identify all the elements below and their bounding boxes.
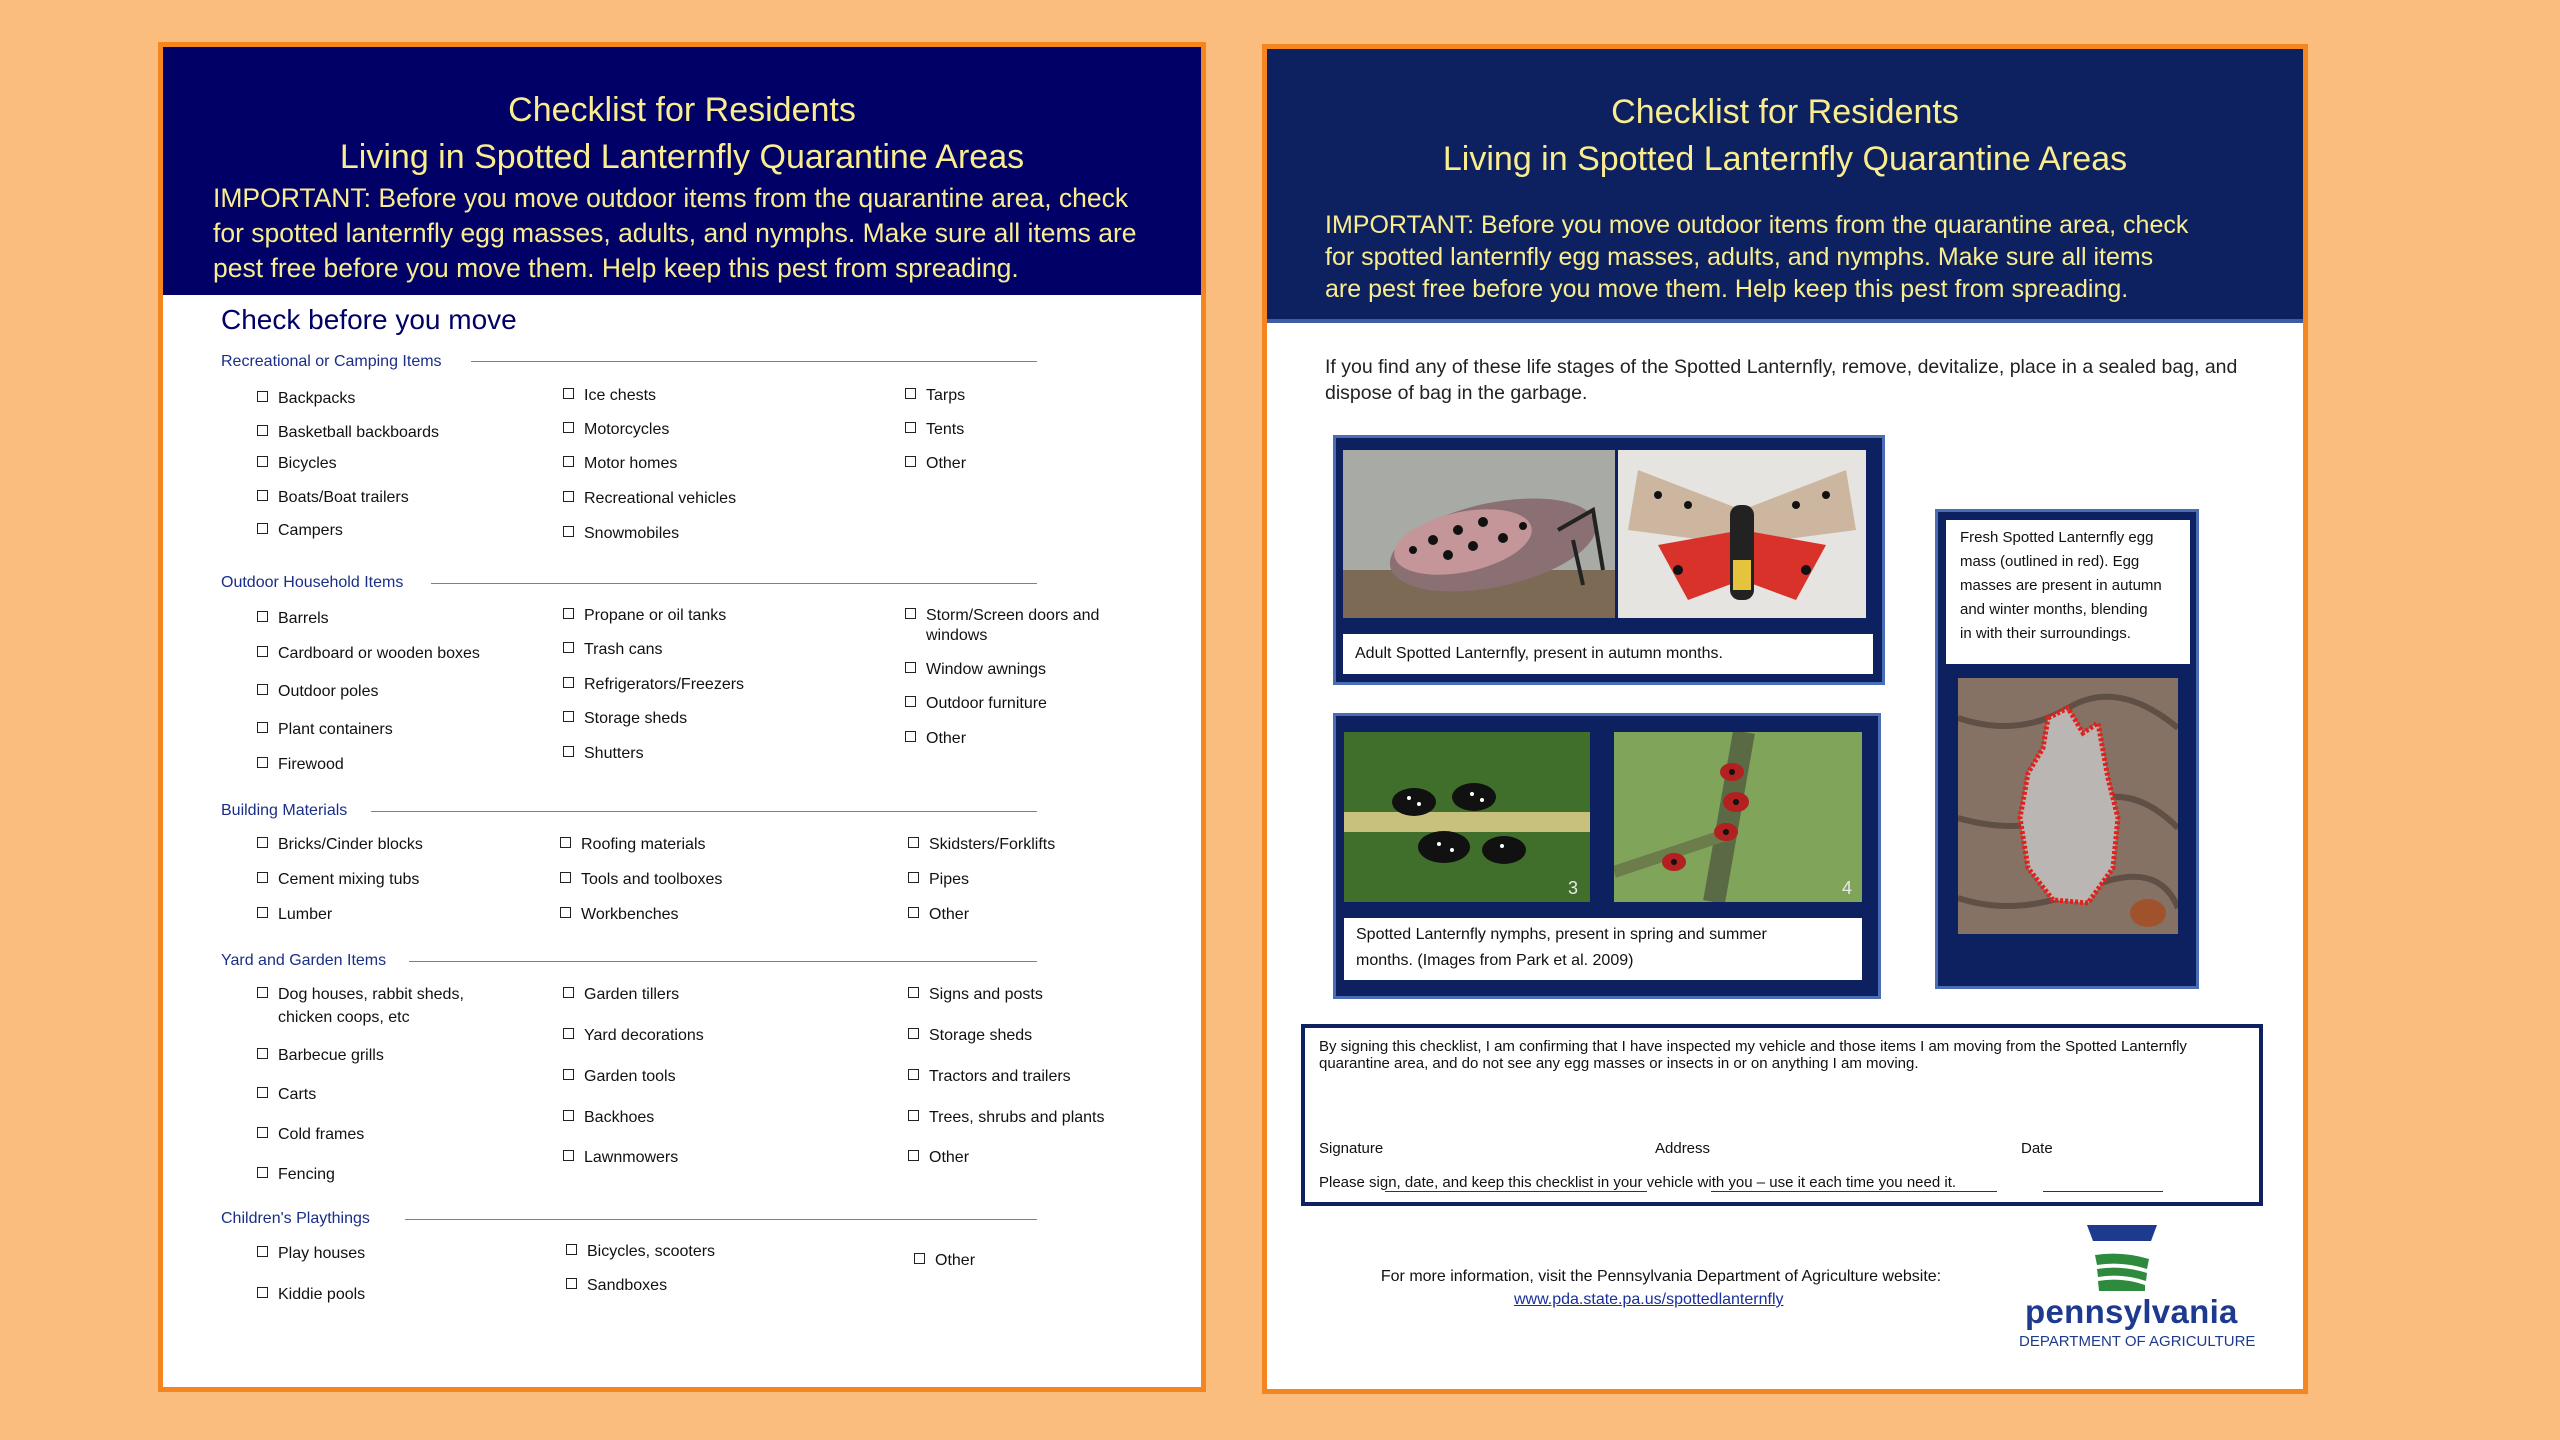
checkbox-icon[interactable] bbox=[563, 1110, 574, 1121]
checkbox-icon[interactable] bbox=[563, 1069, 574, 1080]
checkbox-icon[interactable] bbox=[908, 907, 919, 918]
left-title-line1: Checklist for Residents bbox=[508, 91, 856, 129]
section-divider bbox=[371, 811, 1037, 812]
checkbox-icon[interactable] bbox=[257, 1246, 268, 1257]
section-divider bbox=[471, 361, 1037, 362]
checkbox-icon[interactable] bbox=[563, 491, 574, 502]
signature-statement-line2: quarantine area, and do not see any egg masses or insects in or on anything I am moving. bbox=[1319, 1055, 1919, 1072]
right-important-line1: IMPORTANT: Before you move outdoor items from the quarantine area, check bbox=[1325, 211, 2189, 239]
left-important-line3: pest free before you move them. Help keep this pest from spreading. bbox=[213, 253, 1019, 283]
checkbox-icon[interactable] bbox=[257, 837, 268, 848]
checkbox-icon[interactable] bbox=[905, 731, 916, 742]
checkbox-icon[interactable] bbox=[563, 422, 574, 433]
right-title-line1: Checklist for Residents bbox=[1611, 93, 1959, 131]
right-important-line3: are pest free before you move them. Help keep this pest from spreading. bbox=[1325, 275, 2129, 303]
checkbox-icon[interactable] bbox=[560, 907, 571, 918]
checkbox-icon[interactable] bbox=[908, 987, 919, 998]
signature-label: Signature bbox=[1319, 1140, 1384, 1157]
date-field[interactable] bbox=[2043, 1191, 2163, 1192]
pennsylvania-keystone-logo-icon bbox=[2087, 1225, 2157, 1295]
checkbox-icon[interactable] bbox=[257, 684, 268, 695]
nymph-caption-line2: months. (Images from Park et al. 2009) bbox=[1356, 952, 1634, 969]
checkbox-icon[interactable] bbox=[257, 611, 268, 622]
checkbox-icon[interactable] bbox=[908, 1110, 919, 1121]
section-yard-garden: Yard and Garden Items bbox=[221, 952, 387, 969]
checkbox-icon[interactable] bbox=[905, 662, 916, 673]
checkbox-icon[interactable] bbox=[563, 746, 574, 757]
checkbox-icon[interactable] bbox=[908, 1069, 919, 1080]
check-before-you-move-heading: Check before you move bbox=[221, 304, 517, 335]
checkbox-icon[interactable] bbox=[257, 646, 268, 657]
adult-photo-panel bbox=[1333, 435, 1885, 685]
section-recreational: Recreational or Camping Items bbox=[221, 353, 442, 370]
checkbox-icon[interactable] bbox=[257, 523, 268, 534]
egg-caption-line: and winter months, blending bbox=[1960, 601, 2148, 618]
checkbox-icon[interactable] bbox=[257, 907, 268, 918]
checkbox-icon[interactable] bbox=[257, 987, 268, 998]
section-outdoor-household: Outdoor Household Items bbox=[221, 574, 404, 591]
nymphs-photo-2 bbox=[1614, 732, 1862, 902]
checkbox-icon[interactable] bbox=[257, 757, 268, 768]
nymph-photo-number-4: 4 bbox=[1842, 878, 1853, 898]
egg-caption-line: Fresh Spotted Lanternfly egg bbox=[1960, 529, 2154, 546]
checkbox-icon[interactable] bbox=[257, 425, 268, 436]
checkbox-icon[interactable] bbox=[257, 456, 268, 467]
egg-caption-line: in with their surroundings. bbox=[1960, 625, 2131, 642]
checkbox-icon[interactable] bbox=[563, 388, 574, 399]
checkbox-icon[interactable] bbox=[905, 388, 916, 399]
address-field[interactable] bbox=[1711, 1191, 1997, 1192]
checkbox-icon[interactable] bbox=[563, 711, 574, 722]
signature-field[interactable] bbox=[1385, 1191, 1647, 1192]
checkbox-icon[interactable] bbox=[908, 872, 919, 883]
checkbox-icon[interactable] bbox=[563, 1028, 574, 1039]
checkbox-icon[interactable] bbox=[905, 422, 916, 433]
checkbox-icon[interactable] bbox=[563, 456, 574, 467]
checkbox-icon[interactable] bbox=[257, 1048, 268, 1059]
checkbox-icon[interactable] bbox=[257, 872, 268, 883]
section-divider bbox=[431, 583, 1037, 584]
checkbox-icon[interactable] bbox=[257, 490, 268, 501]
checkbox-icon[interactable] bbox=[560, 837, 571, 848]
left-header bbox=[163, 47, 1201, 295]
address-label: Address bbox=[1655, 1140, 1711, 1157]
checkbox-icon[interactable] bbox=[257, 722, 268, 733]
checkbox-icon[interactable] bbox=[563, 608, 574, 619]
left-title-line2: Living in Spotted Lanternfly Quarantine Areas bbox=[339, 138, 1025, 176]
left-important-line1: IMPORTANT: Before you move outdoor items from the quarantine area, check bbox=[213, 183, 1129, 213]
checkbox-icon[interactable] bbox=[905, 456, 916, 467]
checkbox-icon[interactable] bbox=[257, 1287, 268, 1298]
checkbox-icon[interactable] bbox=[563, 677, 574, 688]
checkbox-icon[interactable] bbox=[908, 1150, 919, 1161]
egg-mass-caption bbox=[1946, 520, 2190, 664]
signature-statement-line1: By signing this checklist, I am confirming that I have inspected my vehicle and those items I am moving from the Spotted Lanternfly bbox=[1319, 1038, 2187, 1055]
instructions-text: If you find any of these life stages of the Spotted Lanternfly, remove, devitalize, place in a sealed bag, and dispose of bag in the garbage. bbox=[1325, 356, 2238, 404]
nymph-photo-number-3: 3 bbox=[1568, 878, 1579, 898]
pennsylvania-wordmark: pennsylvania bbox=[2025, 1293, 2238, 1330]
nymph-photo-caption bbox=[1344, 918, 1862, 980]
checkbox-icon[interactable] bbox=[560, 872, 571, 883]
nymph-caption-line1: Spotted Lanternfly nymphs, present in spring and summer bbox=[1356, 926, 1767, 943]
checkbox-icon[interactable] bbox=[905, 608, 916, 619]
checkbox-icon[interactable] bbox=[257, 1127, 268, 1138]
pda-website-link[interactable]: www.pda.state.pa.us/spottedlanternfly bbox=[1514, 1291, 1784, 1308]
checkbox-icon[interactable] bbox=[908, 837, 919, 848]
checklist-page-right bbox=[1262, 44, 2308, 1394]
left-important-line2: for spotted lanternfly egg masses, adults, and nymphs. Make sure all items are bbox=[213, 218, 1137, 248]
checkbox-icon[interactable] bbox=[257, 1167, 268, 1178]
checkbox-icon[interactable] bbox=[257, 1087, 268, 1098]
adult-lanternfly-side-photo bbox=[1343, 450, 1615, 618]
checklist-page-left: Checklist for Residents Living in Spotted Lanternfly Quarantine Areas IMPORTANT: Before you move outdoor items from the quarantine area, check for spotted lanternfly egg masses, adults, and nymphs. Make sure all items are pest free before you move them. Help keep this pest from spreading. Check before you move Recreational or Camping Items Backpacks Basketball backboards Bicycles Boats/Boat trailers Campers Ice chests Motorcycles Motor homes Recreational vehicles Snowmobiles Tarps Tents Other Outdoor Household Items Barrels Cardboard or wooden boxes Outdoor poles Plant containers Firewood Propane or oil tanks Trash cans Refrigerators/Freezers Storage sheds Shutters Storm/Screen doors and windows Window awnings Outdoor furniture Other Building Materials Bricks/Cinder blocks Cement mixing tubs Lumber Roofing materials Tools and toolboxes Workbenches Skidsters/Forklifts Pipes Other Yard and Garden Items Dog houses, rabbit sheds, chicken coops, etc Barbecue grills Carts Cold frames Fencing Garden tillers Yard decorations Garden tools Backhoes Lawnmowers Signs and posts Storage sheds Tractors and trailers Trees, shrubs and plants Other Children's Playthings Play houses Kiddie pools Bicycles, scooters Sandboxes Other bbox=[158, 42, 1206, 1392]
nymph-photo-panel bbox=[1333, 713, 1881, 999]
egg-mass-panel bbox=[1935, 509, 2199, 989]
section-divider bbox=[409, 961, 1037, 962]
signature-box bbox=[1301, 1024, 2263, 1206]
adult-lanternfly-wings-open-photo bbox=[1618, 450, 1866, 618]
section-building-materials: Building Materials bbox=[221, 802, 348, 819]
egg-caption-line: masses are present in autumn bbox=[1960, 577, 2162, 594]
section-divider bbox=[405, 1219, 1037, 1220]
nymphs-photo-1 bbox=[1344, 732, 1590, 902]
more-info-text: For more information, visit the Pennsylvania Department of Agriculture website: bbox=[1380, 1268, 1942, 1285]
checkbox-icon[interactable] bbox=[908, 1028, 919, 1039]
checkbox-icon[interactable] bbox=[563, 1150, 574, 1161]
date-label: Date bbox=[2021, 1140, 2053, 1157]
egg-mass-photo bbox=[1958, 678, 2178, 934]
right-important-line2: for spotted lanternfly egg masses, adults, and nymphs. Make sure all items bbox=[1325, 243, 2154, 271]
checkbox-icon[interactable] bbox=[563, 987, 574, 998]
adult-photo-caption: Adult Spotted Lanternfly, present in autumn months. bbox=[1343, 634, 1873, 674]
signature-instructions: Please sign, date, and keep this checklist in your vehicle with you – use it each time you need it. bbox=[1319, 1174, 1957, 1191]
department-of-agriculture-label: DEPARTMENT OF AGRICULTURE bbox=[2019, 1333, 2256, 1350]
section-childrens-playthings: Children's Playthings bbox=[221, 1210, 370, 1227]
checkbox-icon[interactable] bbox=[566, 1244, 577, 1255]
checkbox-icon[interactable] bbox=[566, 1278, 577, 1289]
right-title-line2: Living in Spotted Lanternfly Quarantine Areas bbox=[1442, 140, 2128, 178]
checkbox-icon[interactable] bbox=[563, 526, 574, 537]
checkbox-icon[interactable] bbox=[257, 391, 268, 402]
right-header bbox=[1267, 49, 2303, 323]
egg-caption-line: mass (outlined in red). Egg bbox=[1960, 553, 2140, 570]
checkbox-icon[interactable] bbox=[563, 642, 574, 653]
checkbox-icon[interactable] bbox=[905, 696, 916, 707]
checkbox-icon[interactable] bbox=[914, 1253, 925, 1264]
